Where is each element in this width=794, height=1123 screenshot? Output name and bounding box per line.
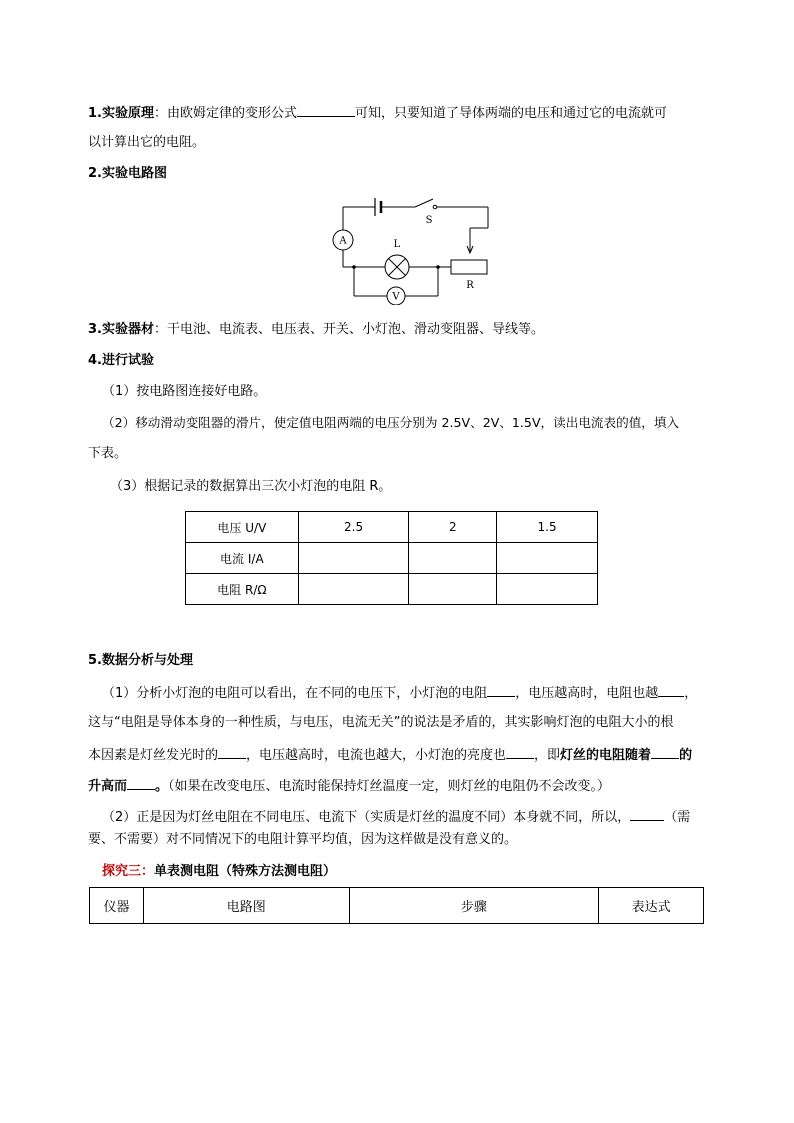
junction-right (436, 265, 440, 269)
answer-blank[interactable] (630, 806, 664, 821)
principle-line-2: 以计算出它的电阻。 (88, 135, 206, 150)
voltage-row (186, 512, 598, 543)
data-table (185, 511, 598, 605)
analysis-p2: 这与“电阻是导体本身的一种性质，与电压，电流无关”的说法是矛盾的，其实影响灯泡的电阻大小的根 (88, 715, 674, 730)
single-meter-table (89, 887, 704, 924)
answer-blank[interactable] (506, 744, 534, 759)
principle-line-1: 1.实验原理：由欧姆定律的变形公式 可知，只要知道了导体两端的电压和通过它的电流就可 (88, 102, 667, 124)
junction-left (352, 265, 356, 269)
current-cell[interactable] (298, 543, 409, 574)
analysis-p1: （1）分析小灯泡的电阻可以看出，在不同的电压下，小灯泡的电阻 ，电压越高时，电阻也越 ， (102, 682, 697, 704)
step-3: （3）根据记录的数据算出三次小灯泡的电阻 R。 (110, 479, 392, 494)
materials-line: 3.实验器材：干电池、电流表、电压表、开关、小灯泡、滑动变阻器、导线等。 (88, 322, 545, 337)
principle-title: 1.实验原理 (88, 106, 154, 121)
step-2-line-2: 下表。 (88, 446, 128, 461)
current-cell[interactable] (497, 543, 598, 574)
voltmeter-label: V (392, 291, 400, 303)
lamp-label: L (393, 239, 401, 250)
switch-label: S (425, 215, 433, 226)
circuit-diagram (325, 190, 500, 305)
answer-blank[interactable] (651, 744, 679, 759)
resistor-label: R (466, 280, 474, 291)
circuit-header: 电路图 (143, 888, 349, 924)
current-header: 电流 I/A (186, 543, 299, 574)
voltage-value: 1.5 (497, 512, 598, 543)
expression-header: 表达式 (599, 888, 704, 924)
steps-header: 步骤 (349, 888, 599, 924)
current-row (186, 543, 598, 574)
analysis-title: 5.数据分析与处理 (88, 653, 193, 668)
step-2-line-1: （2）移动滑动变阻器的滑片，使定值电阻两端的电压分别为 2.5V、2V、1.5V，读出电流表的值，填入 (102, 415, 680, 430)
rheostat-symbol (451, 260, 487, 274)
ammeter-label: A (339, 235, 347, 247)
analysis-p5: （2）正是因为灯丝电阻在不同电压、电流下（实质是灯丝的温度不同）本身就不同，所以， （需 (102, 806, 690, 828)
circuit-title: 2.实验电路图 (88, 166, 167, 181)
resistance-cell[interactable] (409, 574, 497, 605)
current-cell[interactable] (409, 543, 497, 574)
answer-blank[interactable] (218, 744, 246, 759)
resistance-cell[interactable] (497, 574, 598, 605)
step-1: （1）按电路图连接好电路。 (102, 384, 267, 399)
voltage-header: 电压 U/V (186, 512, 299, 543)
voltage-value: 2 (409, 512, 497, 543)
resistance-cell[interactable] (298, 574, 409, 605)
resistance-row (186, 574, 598, 605)
materials-title: 3.实验器材 (88, 322, 154, 337)
explore-three-title: 探究三：单表测电阻（特殊方法测电阻） (102, 864, 337, 879)
analysis-p4: 升高而 。（如果在改变电压、电流时能保持灯丝温度一定，则灯丝的电阻仍不会改变。） (88, 775, 610, 797)
formula-blank[interactable] (297, 102, 355, 117)
answer-blank[interactable] (658, 682, 684, 697)
explore-three-label: 探究三： (102, 864, 155, 879)
answer-blank[interactable] (127, 775, 155, 790)
resistance-header: 电阻 R/Ω (186, 574, 299, 605)
switch-contact (433, 205, 437, 209)
analysis-p6: 要、不需要）对不同情况下的电阻计算平均值，因为这样做是没有意义的。 (88, 832, 518, 847)
analysis-p3: 本因素是灯丝发光时的 ，电压越高时，电流也越大，小灯泡的亮度也 ，即灯丝的电阻随着 的 (88, 744, 692, 766)
switch-blade (415, 199, 433, 207)
experiment-title: 4.进行试验 (88, 353, 154, 368)
instrument-header: 仪器 (90, 888, 144, 924)
answer-blank[interactable] (487, 682, 515, 697)
single-meter-header-row (90, 888, 704, 924)
voltage-value: 2.5 (298, 512, 409, 543)
